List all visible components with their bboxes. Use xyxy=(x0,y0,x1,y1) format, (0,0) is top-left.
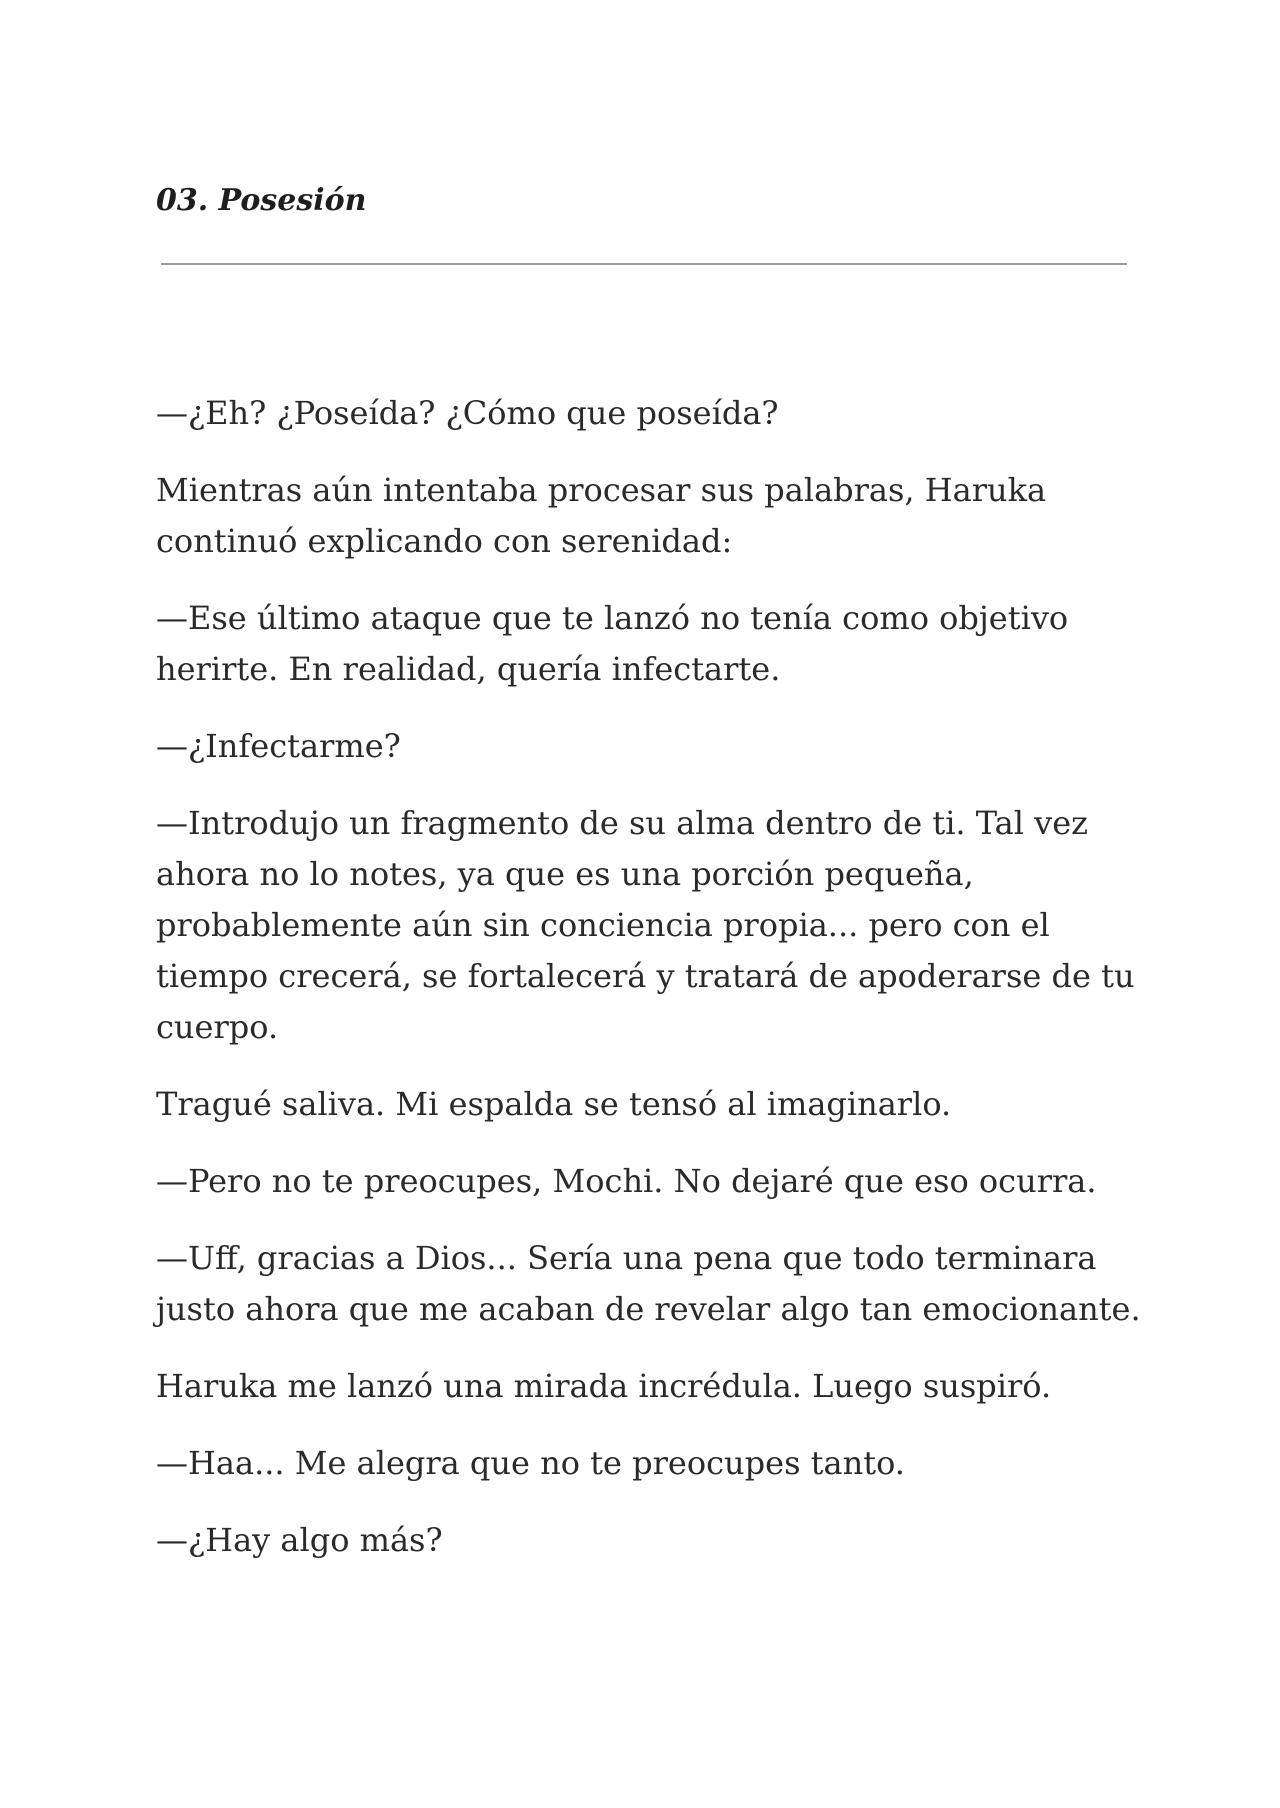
chapter-title: 03. Posesión xyxy=(156,183,367,218)
paragraph-line: herirte. En realidad, quería infectarte. xyxy=(156,650,781,688)
paragraph-line: Haruka me lanzó una mirada incrédula. Luego suspiró. xyxy=(156,1367,1052,1405)
paragraph xyxy=(156,798,1136,1053)
paragraph-line: —Pero no te preocupes, Mochi. No dejaré que eso ocurra. xyxy=(156,1162,1097,1200)
paragraph-line: justo ahora que me acaban de revelar algo tan emocionante. xyxy=(156,1290,1141,1328)
paragraph-line: cuerpo. xyxy=(156,1008,279,1046)
paragraph-line: continuó explicando con serenidad: xyxy=(156,522,733,560)
paragraph xyxy=(156,388,1136,439)
paragraph xyxy=(156,1515,1136,1566)
paragraph-line: —Ese último ataque que te lanzó no tenía como objetivo xyxy=(156,599,1069,637)
paragraph-line: —Uff, gracias a Dios... Sería una pena que todo terminara xyxy=(156,1239,1097,1277)
paragraph xyxy=(156,1361,1136,1412)
paragraph-line: ahora no lo notes, ya que es una porción pequeña, xyxy=(156,855,974,893)
paragraph xyxy=(156,721,1136,772)
paragraph-line: probablemente aún sin conciencia propia... pero con el xyxy=(156,906,1050,944)
paragraph-line: Tragué saliva. Mi espalda se tensó al imaginarlo. xyxy=(156,1085,952,1123)
paragraph xyxy=(156,593,1136,695)
chapter-body xyxy=(156,388,1141,1592)
paragraph-line: —¿Hay algo más? xyxy=(156,1521,443,1559)
title-divider xyxy=(161,263,1127,265)
paragraph-line: tiempo crecerá, se fortalecerá y tratará de apoderarse de tu xyxy=(156,957,1135,995)
paragraph-line: —¿Eh? ¿Poseída? ¿Cómo que poseída? xyxy=(156,394,779,432)
paragraph-line: —Introdujo un fragmento de su alma dentro de ti. Tal vez xyxy=(156,804,1088,842)
paragraph xyxy=(156,465,1136,567)
paragraph-line: Mientras aún intentaba procesar sus palabras, Haruka xyxy=(156,471,1047,509)
paragraph xyxy=(156,1438,1136,1489)
paragraph-line: —¿Infectarme? xyxy=(156,727,401,765)
paragraph-line: —Haa... Me alegra que no te preocupes tanto. xyxy=(156,1444,905,1482)
paragraph xyxy=(156,1233,1141,1335)
paragraph xyxy=(156,1156,1136,1207)
paragraph xyxy=(156,1079,1136,1130)
